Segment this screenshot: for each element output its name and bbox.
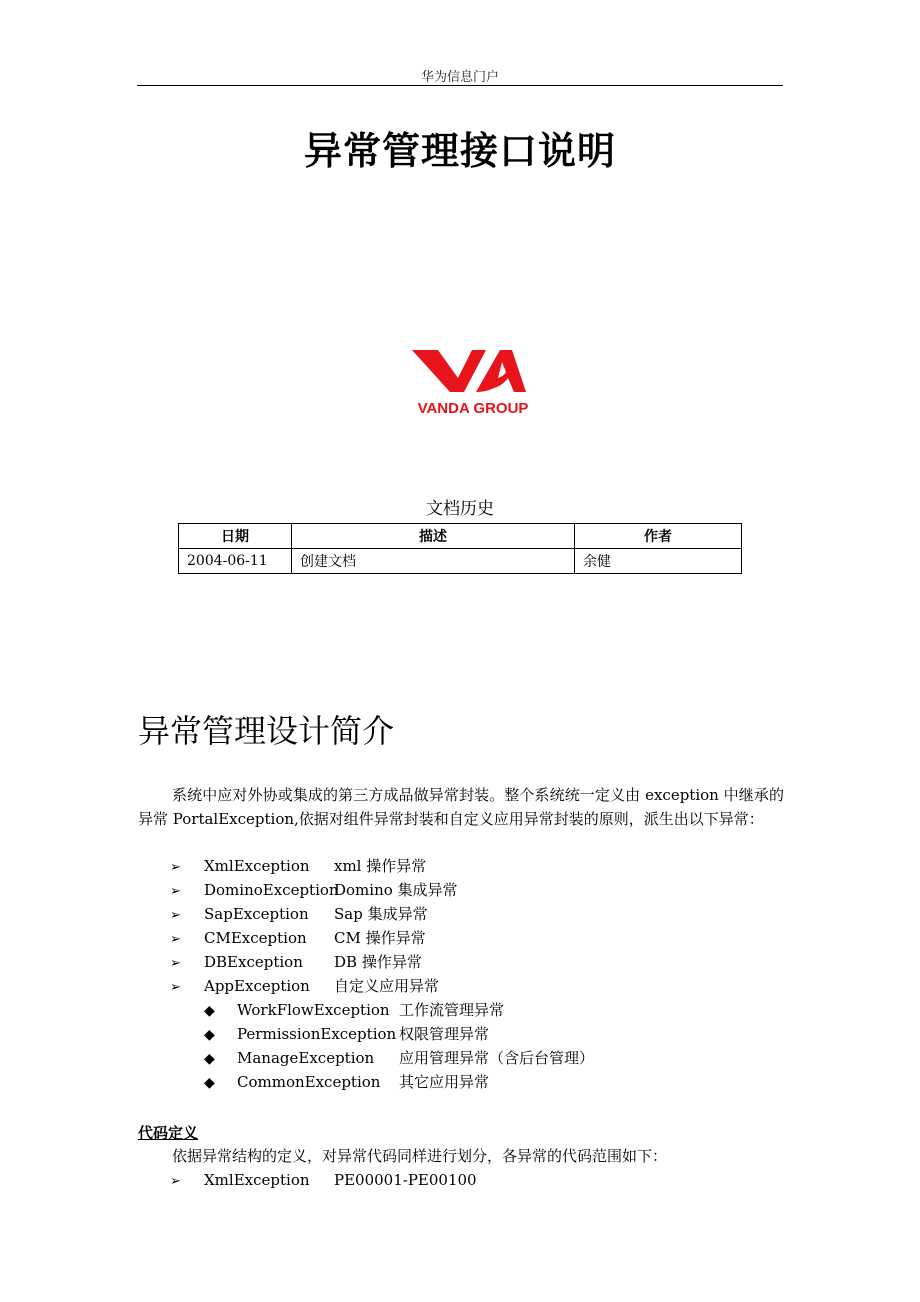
exception-desc: 自定义应用异常 [334,977,440,995]
section-title: 异常管理设计简介 [138,712,395,750]
history-col-date: 日期 [179,524,292,549]
arrow-bullet-icon: ➢ [170,884,181,899]
diamond-bullet-icon: ◆ [204,1003,215,1019]
logo-a-mark [476,350,526,392]
exception-desc: CM 操作异常 [334,929,426,947]
vanda-group-logo [398,348,548,420]
exception-desc: xml 操作异常 [334,857,427,875]
exception-desc: Domino 集成异常 [334,881,458,899]
list-item [170,902,458,926]
list-item [170,878,458,902]
document-title: 异常管理接口说明 [303,129,616,173]
diamond-bullet-icon: ◆ [204,1051,215,1067]
exception-name: CommonException [237,1073,381,1091]
exception-desc: Sap 集成异常 [334,905,428,923]
history-cell-desc: 创建文档 [292,549,575,574]
list-item [170,926,458,950]
exception-name: DBException [204,953,303,971]
history-col-desc: 描述 [292,524,575,549]
exception-name: PermissionException [237,1025,397,1043]
exception-desc: 工作流管理异常 [399,1001,505,1019]
page-header: 华为信息门户 [420,70,499,85]
exception-name: CMException [204,929,307,947]
app-exception-sublist [204,998,594,1094]
exception-desc: 其它应用异常 [399,1073,490,1091]
list-item [170,854,458,878]
list-item [204,1046,594,1070]
arrow-bullet-icon: ➢ [170,1174,181,1189]
table-row [179,549,742,574]
code-definition-heading: 代码定义 [138,1124,199,1142]
arrow-bullet-icon: ➢ [170,860,181,875]
diamond-bullet-icon: ◆ [204,1075,215,1091]
exception-name: SapException [204,905,309,923]
history-col-author: 作者 [575,524,742,549]
diamond-bullet-icon: ◆ [204,1027,215,1043]
list-item [170,1168,477,1192]
list-item [204,998,594,1022]
list-item [204,1022,594,1046]
history-caption: 文档历史 [426,499,494,519]
exception-desc: 权限管理异常 [399,1025,490,1043]
exception-name: WorkFlowException [237,1001,390,1019]
history-table [178,523,742,574]
exception-name: ManageException [237,1049,375,1067]
history-header-row [179,524,742,549]
exception-name: XmlException [204,857,310,875]
history-cell-date: 2004-06-11 [179,549,292,574]
list-item [170,950,458,974]
intro-paragraph: 系统中应对外协或集成的第三方成品做异常封装。整个系统统一定义由 exception 中继承的异常 PortalException,依据对组件异常封装和自定义应用异常封装的原则，派生出以下异常： [138,786,784,828]
arrow-bullet-icon: ➢ [170,908,181,923]
list-item [170,974,458,998]
arrow-bullet-icon: ➢ [170,932,181,947]
exception-list [170,854,458,998]
arrow-bullet-icon: ➢ [170,956,181,971]
exception-name: DominoException [204,881,339,899]
exception-desc: DB 操作异常 [334,953,422,971]
arrow-bullet-icon: ➢ [170,980,181,995]
history-cell-author: 余健 [575,549,742,574]
code-definition-paragraph: 依据异常结构的定义，对异常代码同样进行划分，各异常的代码范围如下： [172,1147,668,1165]
code-range: PE00001-PE00100 [334,1171,477,1189]
exception-desc: 应用管理异常（含后台管理） [399,1049,595,1067]
exception-name: AppException [204,977,310,995]
header-rule [137,85,783,86]
logo-v-mark [412,350,486,392]
exception-name: XmlException [204,1171,310,1189]
code-range-list [170,1168,477,1192]
list-item [204,1070,594,1094]
logo-text: VANDA GROUP [417,400,529,417]
